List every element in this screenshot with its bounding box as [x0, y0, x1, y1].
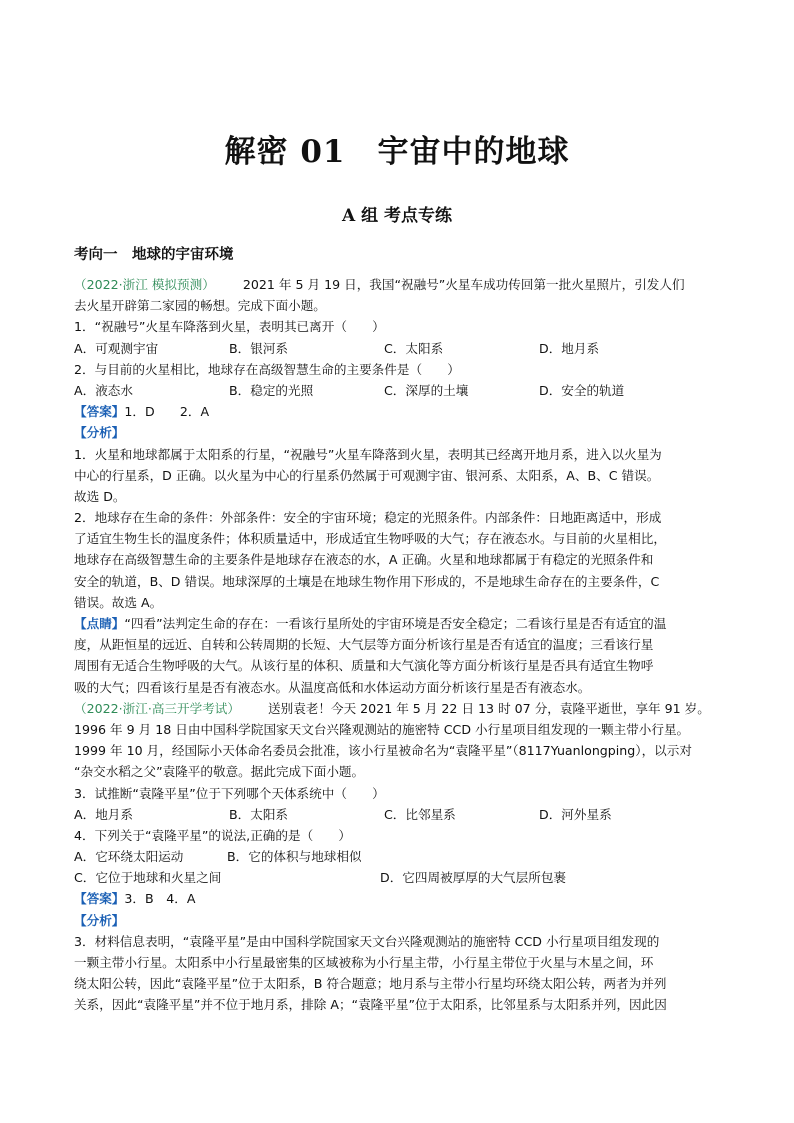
option: A．它环绕太阳运动	[74, 849, 184, 865]
analysis-tag: 【分析】	[74, 425, 125, 441]
answer-line	[74, 888, 724, 909]
tip-tag: 【点睛】	[74, 616, 125, 631]
analysis-line: 错误。故选 A。	[74, 594, 163, 610]
option: B．银河系	[229, 340, 289, 356]
tip-line: 【点睛】“四看”法判定生命的存在：一看该行星所处的宇宙环境是否安全稳定；二看该行星是否有适宜的温	[74, 616, 667, 631]
analysis-line: 1．火星和地球都属于太阳系的行星，“祝融号”火星车降落到火星，表明其已经离开地月系，进入以火星为	[74, 446, 662, 462]
section-heading: 考向一 地球的宇宙环境	[74, 247, 234, 263]
analysis-line: 了适宜生物生长的温度条件；体积质量适中，形成适宜生物呼吸的大气；存在液态水。与目前的火星相比，	[74, 531, 666, 547]
tip-line: 周围有无适合生物呼吸的大气。从该行星的体积、质量和大气演化等方面分析该行星是否具有适宜生物呼	[74, 658, 654, 674]
question-4-options-row2	[74, 867, 724, 888]
analysis-line: 关系，因此“袁隆平星”并不位于地月系，排除 A；“袁隆平星”位于太阳系，比邻星系与太阳系并列，因此因	[74, 997, 667, 1013]
question-3: 3．试推断“袁隆平星”位于下列哪个天体系统中（ ）	[74, 785, 385, 801]
option: C．深厚的土壤	[384, 382, 469, 398]
question-source: （2022·浙江 模拟预测）	[74, 277, 215, 292]
answer-text: 3．B 4．A	[124, 891, 196, 907]
analysis-line: 地球存在高级智慧生命的主要条件是地球存在液态的水，A 正确。火星和地球都属于有稳定的光照条件和	[74, 552, 654, 568]
option: D．河外星系	[539, 806, 612, 822]
answer-tag: 【答案】	[74, 404, 125, 420]
analysis-line: 3．材料信息表明，“袁隆平星”是由中国科学院国家天文台兴隆观测站的施密特 CCD 小行星项目组发现的	[74, 933, 660, 949]
analysis-tag: 【分析】	[74, 912, 125, 928]
option: A．可观测宇宙	[74, 340, 159, 356]
option: B．它的体积与地球相似	[227, 849, 362, 865]
group2-stem-line: （2022·浙江·高三开学考试） 送别袁老！今天 2021 年 5 月 22 日 13 时 07 分，袁隆平逝世，享年 91 岁。	[74, 700, 710, 716]
option: D．它四周被厚厚的大气层所包裹	[380, 870, 567, 886]
option: A．地月系	[74, 806, 133, 822]
question-3-options	[74, 804, 724, 825]
analysis-line: 中心的行星系，D 正确。以火星为中心的行星系仍然属于可观测宇宙、银河系、太阳系，A、B、C 错误。	[74, 467, 660, 483]
question-1-options	[74, 338, 724, 359]
tip-line: 度，从距恒星的远近、自转和公转周期的长短、大气层等方面分析该行星是否有适宜的温度；三看该行星	[74, 637, 654, 653]
page-subtitle: A 组 考点专练	[341, 206, 453, 226]
option: C．比邻星系	[384, 806, 456, 822]
analysis-line: 绕太阳公转，因此“袁隆平星”位于太阳系，B 符合题意；地月系与主带小行星均环绕太阳公转，两者为并列	[74, 976, 667, 992]
analysis-line: 安全的轨道，B、D 错误。地球深厚的土壤是在地球生物作用下形成的，不是地球生命存在的主要条件，C	[74, 573, 660, 589]
question-4-options-row1	[74, 846, 724, 867]
group1-stem-line: （2022·浙江 模拟预测） 2021 年 5 月 19 日，我国“祝融号”火星车成功传回第一批火星照片，引发人们	[74, 277, 685, 292]
option: C．它位于地球和火星之间	[74, 870, 222, 886]
option: A．液态水	[74, 382, 133, 398]
option: C．太阳系	[384, 340, 444, 356]
question-1: 1．“祝融号”火星车降落到火星，表明其已离开（ ）	[74, 319, 385, 335]
answer-tag: 【答案】	[74, 891, 125, 907]
question-2: 2．与目前的火星相比，地球存在高级智慧生命的主要条件是（ ）	[74, 361, 460, 377]
group2-stem-line: 1996 年 9 月 18 日由中国科学院国家天文台兴隆观测站的施密特 CCD 小行星项目组发现的一颗主带小行星。	[74, 721, 690, 737]
option: D．安全的轨道	[539, 382, 625, 398]
answer-text: 1．D 2．A	[124, 404, 210, 420]
group2-stem-line: “杂交水稻之父”袁隆平的敬意。据此完成下面小题。	[74, 764, 365, 780]
group2-stem-line: 1999 年 10 月，经国际小天体命名委员会批准，该小行星被命名为“袁隆平星”（8117Yuanlongping），以示对	[74, 743, 692, 759]
analysis-line: 故选 D。	[74, 488, 126, 504]
option: D．地月系	[539, 340, 600, 356]
analysis-line: 2．地球存在生命的条件：外部条件：安全的宇宙环境；稳定的光照条件。内部条件：日地距离适中，形成	[74, 510, 662, 526]
option: B．太阳系	[229, 806, 289, 822]
question-2-options	[74, 380, 724, 401]
question-source: （2022·浙江·高三开学考试）	[74, 700, 240, 716]
tip-line: 吸的大气；四看该行星是否有液态水。从温度高低和水体运动方面分析该行星是否有液态水。	[74, 679, 591, 695]
group1-stem-line: 去火星开辟第二家园的畅想。完成下面小题。	[74, 298, 326, 314]
page-title: 解密 01 宇宙中的地球	[224, 134, 570, 170]
answer-line	[74, 401, 724, 422]
option: B．稳定的光照	[229, 382, 314, 398]
analysis-line: 一颗主带小行星。太阳系中小行星最密集的区域被称为小行星主带，小行星主带位于火星与木星之间，环	[74, 955, 654, 970]
question-4: 4．下列关于“袁隆平星”的说法,正确的是（ ）	[74, 827, 351, 843]
document-body	[74, 274, 724, 1016]
